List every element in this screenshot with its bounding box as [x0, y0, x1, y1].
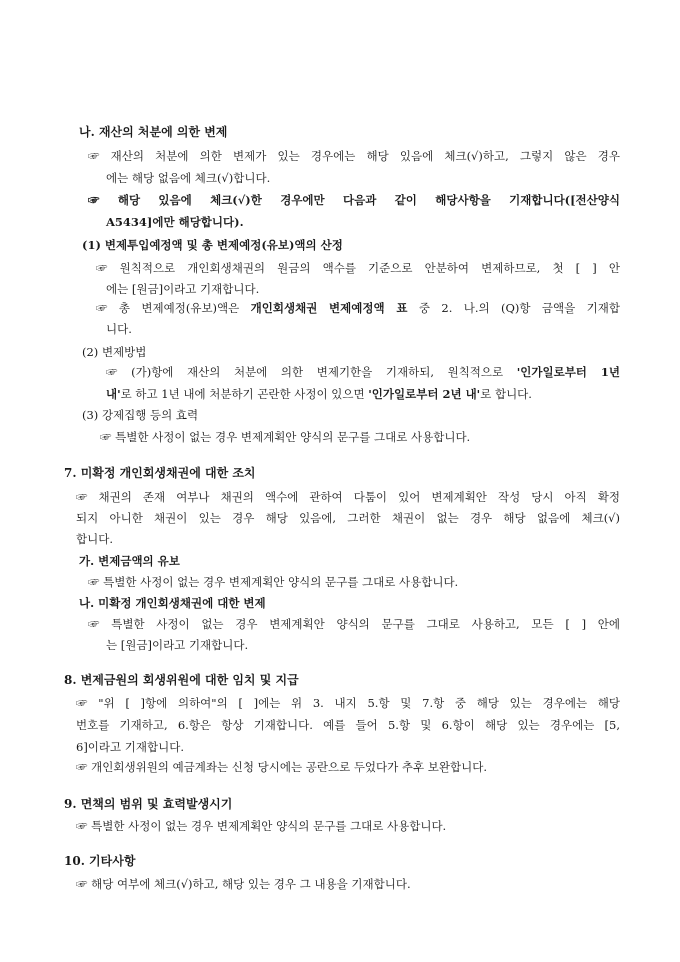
- paragraph-line: ☞ 특별한 사정이 없는 경우 변제계획안 양식의 문구를 그대로 사용합니다.: [100, 430, 471, 444]
- section-title: 나. 재산의 처분에 의한 변제: [79, 125, 228, 139]
- paragraph-line: A5434]에만 해당합니다).: [106, 215, 244, 229]
- section-title: 7. 미확정 개인회생채권에 대한 조치: [64, 466, 256, 480]
- paragraph-line: ☞ 특별한 사정이 없는 경우 변제계획안 양식의 문구를 그대로 사용합니다.: [88, 575, 459, 589]
- paragraph-line: ☞ 특별한 사정이 없는 경우 변제계획안 양식의 문구를 그대로 사용하고, 모든 [ ] 안에: [88, 617, 620, 631]
- paragraph-line: 내'로 하고 1년 내에 처분하기 곤란한 사정이 있으면 '인가일로부터 2년 내'로 합니다.: [106, 387, 532, 401]
- paragraph-line: ☞ 해당 있음에 체크(√)한 경우에만 다음과 같이 해당사항을 기재합니다([전산양식: [88, 193, 620, 207]
- paragraph-line: 에는 해당 없음에 체크(√)합니다.: [106, 171, 271, 185]
- paragraph-line: 합니다.: [76, 532, 113, 546]
- paragraph-line: 는 [원금]이라고 기재합니다.: [106, 638, 249, 652]
- paragraph-line: ☞ 해당 여부에 체크(√)하고, 해당 있는 경우 그 내용을 기재합니다.: [76, 877, 411, 891]
- paragraph-line: 6]이라고 기재합니다.: [76, 740, 184, 754]
- paragraph-line: ☞ 총 변제예정(유보)액은 개인회생채권 변제예정액 표 중 2. 나.의 (Q)항 금액을 기재합: [96, 301, 620, 315]
- paragraph-line: 에는 [원금]이라고 기재합니다.: [106, 282, 260, 296]
- paragraph-line: ☞ 특별한 사정이 없는 경우 변제계획안 양식의 문구를 그대로 사용합니다.: [76, 819, 447, 833]
- paragraph-line: 되지 아니한 채권이 있는 경우 해당 있음에, 그러한 채권이 없는 경우 해당 없음에 체크(√): [76, 511, 620, 525]
- subsection-title: 나. 미확정 개인회생채권에 대한 변제: [79, 596, 266, 610]
- paragraph-line: ☞ 채권의 존재 여부나 채권의 액수에 관하여 다툼이 있어 변제계획안 작성 당시 아직 확정: [76, 490, 620, 504]
- subsection-title: (1) 변제투입예정액 및 총 변제예정(유보)액의 산정: [82, 238, 343, 252]
- section-title: 8. 변제금원의 회생위원에 대한 임치 및 지급: [64, 673, 299, 687]
- paragraph-line: 니다.: [106, 322, 132, 336]
- section-title: 9. 면책의 범위 및 효력발생시기: [64, 797, 233, 811]
- section-title: 10. 기타사항: [64, 854, 136, 868]
- paragraph-line: ☞ 원칙적으로 개인회생채권의 원금의 액수를 기준으로 안분하여 변제하므로, 첫 [ ] 안: [96, 261, 620, 275]
- paragraph-line: ☞ "위 [ ]항에 의하여"의 [ ]에는 위 3. 내지 5.항 및 7.항 중 해당 있는 경우에는 해당: [76, 696, 620, 710]
- paragraph-line: 번호를 기재하고, 6.항은 항상 기재합니다. 예를 들어 5.항 및 6.항이 해당 있는 경우에는 [5,: [76, 718, 620, 732]
- paragraph-line: ☞ (가)항에 재산의 처분에 의한 변제기한을 기재하되, 원칙적으로 '인가일로부터 1년: [106, 365, 620, 379]
- subsection-title: (2) 변제방법: [82, 345, 147, 359]
- paragraph-line: ☞ 개인회생위원의 예금계좌는 신청 당시에는 공란으로 두었다가 추후 보완합니다.: [76, 760, 487, 774]
- paragraph-line: ☞ 재산의 처분에 의한 변제가 있는 경우에는 해당 있음에 체크(√)하고, 그렇지 않은 경우: [88, 149, 620, 163]
- subsection-title: (3) 강제집행 등의 효력: [82, 408, 199, 422]
- subsection-title: 가. 변제금액의 유보: [79, 554, 180, 568]
